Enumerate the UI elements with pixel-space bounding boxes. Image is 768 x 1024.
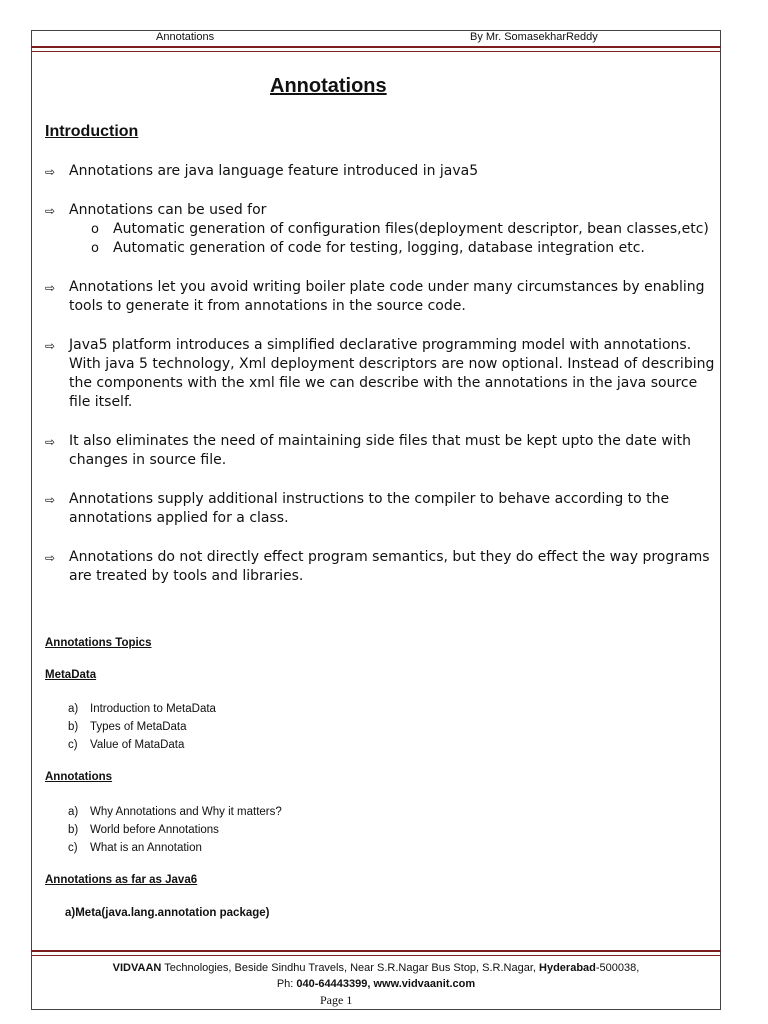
list-label: a) bbox=[68, 703, 79, 715]
page-number: Page 1 bbox=[320, 993, 353, 1007]
java6-heading: Annotations as far as Java6 bbox=[45, 874, 198, 886]
arrow-icon: ⇨ bbox=[45, 551, 56, 565]
sub-item bbox=[69, 220, 717, 239]
metadata-heading: MetaData bbox=[45, 669, 97, 681]
list-item bbox=[68, 718, 216, 736]
sub-item-text: Automatic generation of code for testing, logging, database integration etc. bbox=[113, 240, 645, 256]
header-left: Annotations bbox=[156, 31, 215, 43]
intro-bullets bbox=[45, 162, 717, 586]
circle-bullet-icon: o bbox=[91, 241, 99, 256]
footer-ph-label: Ph: bbox=[276, 978, 297, 990]
list-item bbox=[68, 839, 282, 857]
list-item bbox=[68, 736, 216, 754]
sub-list bbox=[69, 220, 717, 258]
list-item bbox=[68, 821, 282, 839]
bullet-text: Annotations supply additional instructions to the compiler to behave according to the annotations applied for a class. bbox=[69, 491, 670, 526]
arrow-icon: ⇨ bbox=[45, 493, 56, 507]
list-label: c) bbox=[68, 842, 78, 854]
bullet-text: Annotations are java language feature introduced in java5 bbox=[69, 163, 479, 179]
list-text: What is an Annotation bbox=[90, 842, 202, 854]
bullet-text: Annotations can be used for bbox=[69, 202, 267, 218]
list-label: a) bbox=[68, 806, 79, 818]
arrow-icon: ⇨ bbox=[45, 435, 56, 449]
bullet-text: Java5 platform introduces a simplified declarative programming model with annotations. With java 5 technology, Xml deployment descriptors are now optional. Instead of describing the components with the xml file we can describe with the annotations in the java source file itself. bbox=[69, 337, 715, 410]
footer-address bbox=[31, 960, 721, 976]
footer-pin: -500038, bbox=[595, 962, 640, 974]
java6-item: a)Meta(java.lang.annotation package) bbox=[65, 907, 270, 919]
bullet-text: Annotations do not directly effect program semantics, but they do effect the way programs are treated by tools and libraries. bbox=[69, 549, 710, 584]
list-text: Why Annotations and Why it matters? bbox=[90, 806, 282, 818]
bullet-item bbox=[45, 278, 717, 316]
footer-rule-thick bbox=[31, 950, 721, 952]
footer bbox=[31, 960, 721, 992]
list-text: Introduction to MetaData bbox=[90, 703, 216, 715]
list-label: b) bbox=[68, 721, 79, 733]
arrow-icon: ⇨ bbox=[45, 281, 56, 295]
footer-rule-thin bbox=[31, 955, 721, 956]
sub-item bbox=[69, 239, 717, 258]
bullet-item bbox=[45, 490, 717, 528]
arrow-icon: ⇨ bbox=[45, 339, 56, 353]
footer-phone-web: 040-64443399, www.vidvaanit.com bbox=[296, 978, 476, 990]
annotations-heading: Annotations bbox=[45, 771, 113, 783]
list-item bbox=[68, 700, 216, 718]
header-rule-thin bbox=[31, 51, 721, 52]
footer-city: Hyderabad bbox=[539, 962, 596, 974]
bullet-item bbox=[45, 336, 717, 412]
bullet-text: Annotations let you avoid writing boiler plate code under many circumstances by enabling tools to generate it from annotations in the source code. bbox=[69, 279, 705, 314]
list-item bbox=[68, 803, 282, 821]
arrow-icon: ⇨ bbox=[45, 165, 56, 179]
list-text: Types of MetaData bbox=[90, 721, 187, 733]
header-right: By Mr. SomasekharReddy bbox=[470, 31, 598, 43]
circle-bullet-icon: o bbox=[91, 222, 99, 237]
bullet-text: It also eliminates the need of maintaining side files that must be kept upto the date with changes in source file. bbox=[69, 433, 692, 468]
annotations-list bbox=[68, 803, 282, 857]
metadata-list bbox=[68, 700, 216, 754]
intro-heading: Introduction bbox=[45, 123, 139, 140]
arrow-icon: ⇨ bbox=[45, 204, 56, 218]
bullet-item bbox=[45, 548, 717, 586]
header-rule-thick bbox=[31, 46, 721, 48]
footer-company: VIDVAAN bbox=[112, 962, 162, 974]
bullet-item bbox=[45, 201, 717, 258]
bullet-item bbox=[45, 432, 717, 470]
footer-contact bbox=[31, 976, 721, 992]
list-label: c) bbox=[68, 739, 78, 751]
list-text: Value of MataData bbox=[90, 739, 185, 751]
footer-address-text: Technologies, Beside Sindhu Travels, Near S.R.Nagar Bus Stop, S.R.Nagar, bbox=[161, 962, 540, 974]
list-label: b) bbox=[68, 824, 79, 836]
bullet-item bbox=[45, 162, 717, 181]
sub-item-text: Automatic generation of configuration files(deployment descriptor, bean classes,etc) bbox=[113, 221, 709, 237]
page-title: Annotations bbox=[270, 75, 387, 97]
topics-heading: Annotations Topics bbox=[45, 637, 152, 649]
list-text: World before Annotations bbox=[90, 824, 219, 836]
